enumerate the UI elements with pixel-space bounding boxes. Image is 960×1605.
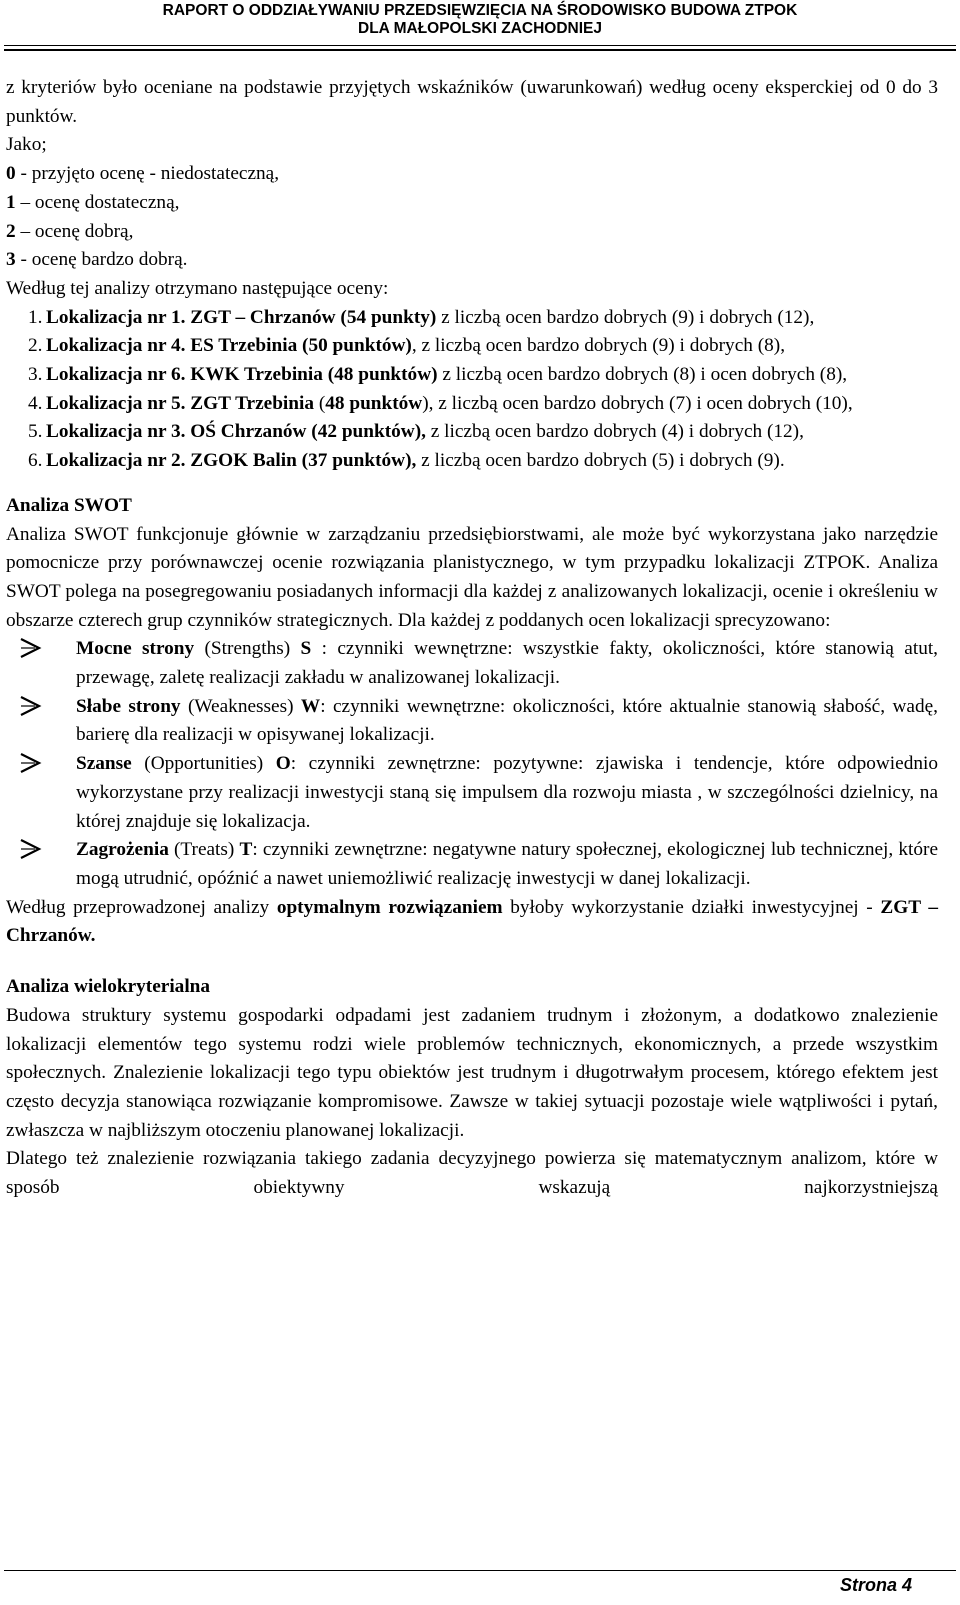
scale-text: - przyjęto ocenę - niedostateczną, xyxy=(15,163,280,185)
swot-heading: Analiza SWOT xyxy=(6,494,132,516)
ranking-list xyxy=(6,304,938,476)
scale-line-1 xyxy=(6,189,938,218)
ranking-number: 6. xyxy=(28,450,43,472)
swot-factor-item xyxy=(6,635,938,692)
ranking-detail: z liczbą ocen bardzo dobrych (9) i dobrych (12), xyxy=(436,306,815,328)
arrowhead-bullet-icon xyxy=(18,837,42,861)
header-rule-thick xyxy=(4,49,956,51)
swot-factor-en: (Strengths) xyxy=(194,638,301,660)
conclusion-choice: ZGT – Chrzanów. xyxy=(6,896,938,947)
swot-factor-en: (Weaknesses) xyxy=(180,695,301,717)
page-number: Strona 4 xyxy=(839,1575,912,1595)
jako-line: Jako; xyxy=(6,134,47,156)
arrowhead-bullet-icon xyxy=(18,694,42,718)
swot-factor-item xyxy=(6,693,938,750)
swot-paragraph: Analiza SWOT funkcjonuje głównie w zarządzaniu przedsiębiorstwami, ale może być wykorzystana jako narzędzie pomocnicze przy porównawczej ocenie rozwiązania planistycznego, w tym przypadku lokalizacji ZTPOK. Analiza SWOT polega na posegregowaniu posiadanych informacji dla każdej z analizowanych lokalizacji, ocenie i określeniu w obszarze czterech grup czynników strategicznych. Dla każdej z poddanych ocen lokalizacji sprecyzowano: xyxy=(6,523,938,631)
scale-line-3 xyxy=(6,246,938,275)
ranking-item xyxy=(6,390,938,419)
swot-factor-letter: T xyxy=(239,839,253,861)
ranking-points: 48 punktów xyxy=(325,392,423,414)
swot-factor-letter: S xyxy=(300,638,312,660)
ranking-number: 4. xyxy=(28,392,43,414)
swot-factor-text: : czynniki zewnętrzne: negatywne natury społecznej, ekologicznej lub technicznej, które mogą utrudnić, opóźnić a nawet uniemożliwić realizację inwestycji w danej lokalizacji. xyxy=(76,839,938,889)
scale-text: – ocenę dostateczną, xyxy=(15,191,180,213)
scale-num: 2 xyxy=(6,220,16,242)
swot-factor-en: (Treats) xyxy=(168,839,240,861)
swot-factor-label: Szanse xyxy=(76,753,132,775)
swot-factor-text: : czynniki zewnętrzne: pozytywne: zjawiska i tendencje, które odpowiednio wykorzystane przy realizacji inwestycji staną się impulsem dla rozwoju miasta , w szczególności dzielnicy, na której znajduje się lokalizacja. xyxy=(76,753,938,832)
ranking-item xyxy=(6,418,938,447)
ranking-number: 2. xyxy=(28,335,43,357)
swot-conclusion xyxy=(6,894,938,951)
swot-factor-label: Słabe strony xyxy=(76,695,181,717)
swot-factor-text: : czynniki wewnętrzne: okoliczności, które aktualnie stanowią słabość, wadę, barierę dla realizacji w opisywanej lokalizacji. xyxy=(76,695,938,746)
spacer xyxy=(6,951,938,973)
ranking-lead: Według tej analizy otrzymano następujące oceny: xyxy=(6,277,389,299)
ranking-item xyxy=(6,332,938,361)
scale-line-2 xyxy=(6,218,938,247)
swot-factor-letter: W xyxy=(300,695,321,717)
swot-factor-text: : czynniki wewnętrzne: wszystkie fakty, okoliczności, które stanowią atut, przewagę, zaletę realizacji zakładu w analizowanej lokalizacji. xyxy=(76,638,939,689)
ranking-detail: z liczbą ocen bardzo dobrych (4) i dobrych (12), xyxy=(425,421,804,443)
conclusion-emphasis: optymalnym rozwiązaniem xyxy=(276,896,503,918)
scale-num: 3 xyxy=(6,249,16,271)
ranking-detail: ), z liczbą ocen bardzo dobrych (7) i ocen dobrych (10), xyxy=(422,392,853,414)
ranking-detail: z liczbą ocen bardzo dobrych (8) i ocen dobrych (8), xyxy=(437,364,848,386)
scale-num: 1 xyxy=(6,191,16,213)
ranking-item xyxy=(6,304,938,333)
arrowhead-bullet-icon xyxy=(18,751,42,775)
conclusion-text-a: Według przeprowadzonej analizy xyxy=(6,896,277,918)
footer-rule xyxy=(4,1570,956,1571)
ranking-title: Lokalizacja nr 2. ZGOK Balin (37 punktów), xyxy=(46,450,417,472)
ranking-title: Lokalizacja nr 1. ZGT – Chrzanów (54 punkty) xyxy=(46,306,437,328)
scale-text: – ocenę dobrą, xyxy=(15,220,134,242)
conclusion-text-b: byłoby wykorzystanie działki inwestycyjnej - xyxy=(502,896,881,918)
header-line-1: RAPORT O ODDZIAŁYWANIU PRZEDSIĘWZIĘCIA NA ŚRODOWISKO BUDOWA ZTPOK xyxy=(162,2,798,19)
swot-factor-item xyxy=(6,836,938,893)
ranking-number: 1. xyxy=(28,306,43,328)
ranking-title: Lokalizacja nr 4. ES Trzebinia (50 punktów) xyxy=(46,335,412,357)
ranking-number: 3. xyxy=(28,364,43,386)
intro-paragraph: z kryteriów było oceniane na podstawie przyjętych wskaźników (uwarunkowań) według oceny eksperckiej od 0 do 3 punktów. xyxy=(6,77,938,127)
ranking-title: Lokalizacja nr 5. ZGT Trzebinia xyxy=(46,392,314,414)
scale-num: 0 xyxy=(6,163,16,185)
swot-factor-letter: O xyxy=(275,753,291,775)
ranking-item xyxy=(6,447,938,476)
arrowhead-bullet-icon xyxy=(18,636,42,660)
ranking-title: Lokalizacja nr 6. KWK Trzebinia (48 punktów) xyxy=(46,364,438,386)
swot-factor-list xyxy=(6,635,938,893)
ranking-detail: , z liczbą ocen bardzo dobrych (9) i dobrych (8), xyxy=(411,335,786,357)
header-line-2: DLA MAŁOPOLSKI ZACHODNIEJ xyxy=(358,20,602,37)
ranking-detail: z liczbą ocen bardzo dobrych (5) i dobrych (9). xyxy=(416,450,785,472)
spacer xyxy=(6,476,938,492)
scale-text: - ocenę bardzo dobrą. xyxy=(15,249,188,271)
ranking-number: 5. xyxy=(28,421,43,443)
multicriteria-paragraph-2: Dlatego też znalezienie rozwiązania takiego zadania decyzyjnego powierza się matematycznym analizom, które w sposób obiektywny wskazują najkorzystniejszą xyxy=(6,1148,938,1199)
swot-factor-item xyxy=(6,750,938,836)
swot-factor-label: Mocne strony xyxy=(76,638,195,660)
swot-factor-label: Zagrożenia xyxy=(76,839,169,861)
header-rule-thin xyxy=(4,45,956,46)
multicriteria-heading: Analiza wielokryterialna xyxy=(6,976,211,998)
swot-factor-en: (Opportunities) xyxy=(131,753,276,775)
document-body xyxy=(6,74,938,1203)
ranking-item xyxy=(6,361,938,390)
multicriteria-paragraph-1: Budowa struktury systemu gospodarki odpadami jest zadaniem trudnym i złożonym, a dodatkowo znalezienie lokalizacji elementów tego systemu rodzi wiele problemów technicznych, ekonomicznych, a przede wszystkim społecznych. Znalezienie lokalizacji tego typu obiektów jest trudnym i długotrwałym procesem, którego efektem jest często decyzja stanowiąca rozwiązanie kompromisowe. Zawsze w takiej sytuacji pozostaje wiele wątpliwości i pytań, zwłaszcza w najbliższym otoczeniu planowanej lokalizacji. xyxy=(6,1004,938,1141)
ranking-paren: ( xyxy=(314,392,326,414)
scale-line-0 xyxy=(6,160,938,189)
ranking-title: Lokalizacja nr 3. OŚ Chrzanów (42 punktów), xyxy=(46,421,426,443)
